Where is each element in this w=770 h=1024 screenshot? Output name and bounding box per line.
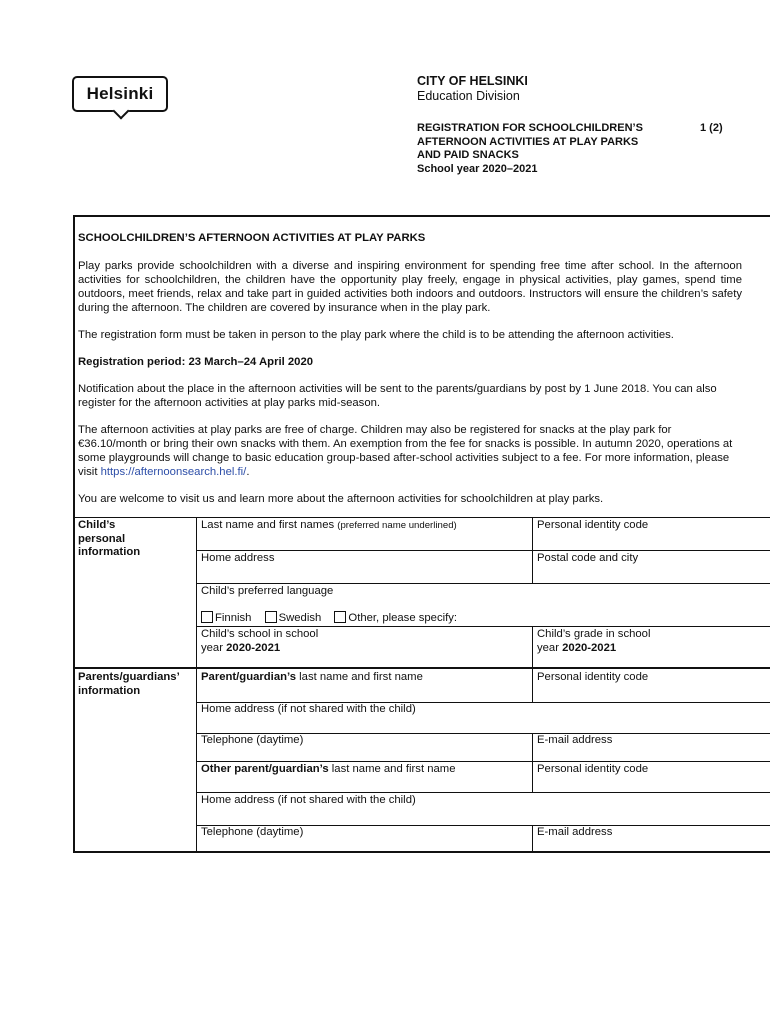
parent2-address-field[interactable]: Home address (if not shared with the child) [201, 794, 416, 806]
parent-section-label: Parents/guardians’ information [78, 671, 180, 697]
parent2-name-bold: Other parent/guardian’s [201, 763, 329, 775]
org-name: CITY OF HELSINKI [417, 74, 528, 88]
option-swedish[interactable] [265, 612, 322, 624]
intro-paragraph-6: You are welcome to visit us and learn more about the afternoon activities for schoolchildren at play parks. [78, 493, 604, 505]
section-title: SCHOOLCHILDREN’S AFTERNOON ACTIVITIES AT PLAY PARKS [78, 232, 426, 244]
row-line-8 [196, 792, 770, 793]
parent2-email-field[interactable]: E-mail address [537, 826, 613, 838]
child-name-field[interactable] [201, 519, 457, 533]
intro-text [78, 231, 742, 519]
school-field[interactable] [201, 628, 318, 655]
other-label: Other, please specify: [348, 612, 458, 624]
finnish-checkbox[interactable] [201, 611, 213, 623]
child-name-note: (preferred name underlined) [337, 520, 457, 531]
postal-code-field[interactable]: Postal code and city [537, 552, 639, 564]
document-title [417, 122, 692, 176]
parent1-name-bold: Parent/guardian’s [201, 671, 297, 683]
title-line-1: REGISTRATION FOR SCHOOLCHILDREN’S [417, 122, 643, 134]
child-section-label: Child’s personal information [78, 519, 141, 558]
parent1-email-field[interactable]: E-mail address [537, 734, 613, 746]
school-year: 2020-2021 [226, 641, 281, 654]
row-line-1 [196, 550, 770, 551]
parent2-name-field[interactable] [201, 763, 455, 777]
title-line-4: School year 2020–2021 [417, 162, 538, 175]
afternoon-search-link[interactable]: https://afternoonsearch.hel.fi/ [100, 466, 247, 478]
grade-field[interactable] [537, 628, 650, 655]
intro-paragraph-1: Play parks provide schoolchildren with a diverse and inspiring environment for spending free time after school. In the afternoon activities for schoolchildren, the children have the opportunity play freely, engage in physical activities, play games, spend time outdoors, meet friends, relax and take part in guided activities both indoors and outdoors. Instructors will ensure the children’s safety during the afternoon. The children are covered by insurance when in the play park. [78, 260, 742, 314]
row-line-7 [196, 761, 770, 762]
col-divider-2b [532, 626, 533, 667]
title-line-3: AND PAID SNACKS [417, 149, 519, 162]
intro-paragraph-2: The registration form must be taken in person to the play park where the child is to be attending the afternoon activities. [78, 329, 674, 341]
parent1-address-field[interactable]: Home address (if not shared with the child) [201, 703, 416, 715]
parent2-phone-field[interactable]: Telephone (daytime) [201, 826, 304, 838]
intro-paragraph-4: Notification about the place in the afternoon activities will be sent to the parents/guardians by post by 1 June 2018. You can also register for the afternoon activities at play parks mid-season. [78, 383, 717, 409]
table-top-line [73, 517, 770, 518]
school-label: Child’s school in school [201, 628, 319, 640]
parent2-id-field[interactable]: Personal identity code [537, 763, 649, 775]
fee-text: The afternoon activities at play parks are free of charge. Children may also be registered for snacks at the play park for €36.10/month or bring their own snacks with them. An exemption from the fee for snacks is possible. In autumn 2020, operations at some playgrounds will change to basic education group-based after-school activities subject to a fee. For more information, please visit [78, 424, 733, 478]
parent1-name-field[interactable] [201, 671, 423, 685]
grade-label: Child’s grade in school [537, 628, 651, 640]
helsinki-logo [72, 76, 168, 112]
school-year-prefix: year [201, 641, 227, 654]
registration-period: Registration period: 23 March–24 April 2020 [78, 356, 314, 368]
child-name-label: Last name and first names [201, 519, 335, 531]
parent2-name-rest: last name and first name [328, 763, 456, 775]
logo-tab-shape [113, 103, 130, 120]
option-other[interactable] [334, 612, 457, 624]
page-number: 1 (2) [700, 122, 723, 134]
row-line-3 [196, 626, 770, 627]
option-finnish[interactable] [201, 612, 251, 624]
parent1-id-field[interactable]: Personal identity code [537, 671, 649, 683]
section-divider [73, 667, 770, 669]
swedish-checkbox[interactable] [265, 611, 277, 623]
col-divider-2d [532, 733, 533, 792]
row-line-2 [196, 583, 770, 584]
school-year-line [201, 642, 318, 656]
logo-text: Helsinki [86, 84, 154, 103]
col-divider-2c [532, 667, 533, 702]
intro-paragraph-5 [78, 423, 742, 479]
parent1-phone-field[interactable]: Telephone (daytime) [201, 734, 304, 746]
child-address-field[interactable]: Home address [201, 552, 275, 564]
col-divider-2e [532, 825, 533, 853]
swedish-label: Swedish [278, 612, 322, 624]
grade-year-prefix: year [537, 641, 563, 654]
title-line-2: AFTERNOON ACTIVITIES AT PLAY PARKS [417, 135, 639, 148]
finnish-label: Finnish [215, 612, 252, 624]
language-label: Child’s preferred language [201, 585, 334, 597]
other-checkbox[interactable] [334, 611, 346, 623]
grade-year-line [537, 642, 650, 656]
fee-text-end: . [246, 466, 250, 478]
parent1-name-rest: last name and first name [296, 671, 423, 683]
organization-block [417, 74, 528, 104]
language-options [201, 611, 457, 626]
division-name: Education Division [417, 89, 520, 103]
child-id-field[interactable]: Personal identity code [537, 519, 649, 531]
col-divider-1 [196, 517, 197, 853]
grade-year: 2020-2021 [562, 641, 617, 654]
